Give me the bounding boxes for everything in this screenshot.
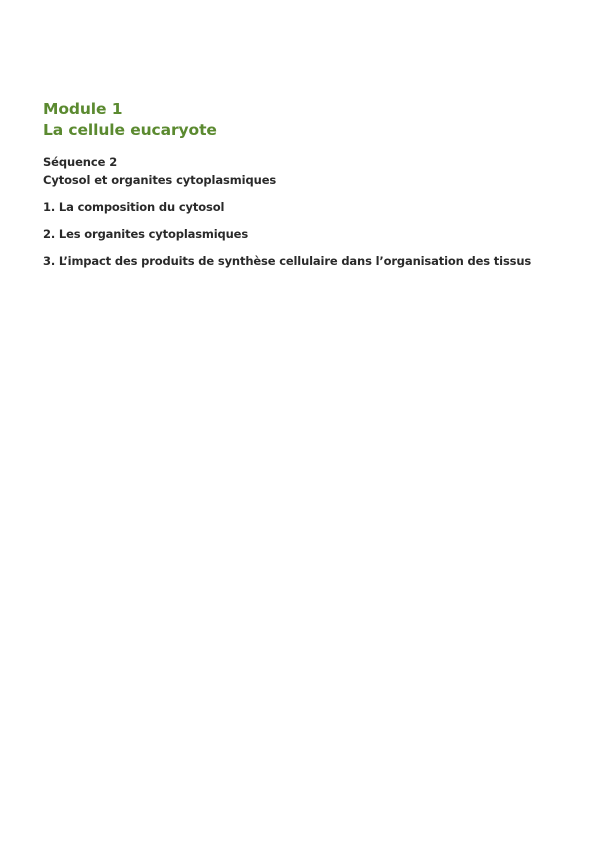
sequence-title: Cytosol et organites cytoplasmiques <box>43 173 277 187</box>
toc-item-3: 3. L’impact des produits de synthèse cellulaire dans l’organisation des tissus <box>43 254 532 268</box>
sequence-number: Séquence 2 <box>43 155 118 169</box>
toc-item-1: 1. La composition du cytosol <box>43 200 225 214</box>
module-title: La cellule eucaryote <box>43 121 217 139</box>
module-heading <box>43 99 217 141</box>
table-of-contents <box>43 198 531 279</box>
module-number: Module 1 <box>43 100 123 118</box>
sequence-heading <box>43 153 276 189</box>
toc-item-2: 2. Les organites cytoplasmiques <box>43 227 249 241</box>
